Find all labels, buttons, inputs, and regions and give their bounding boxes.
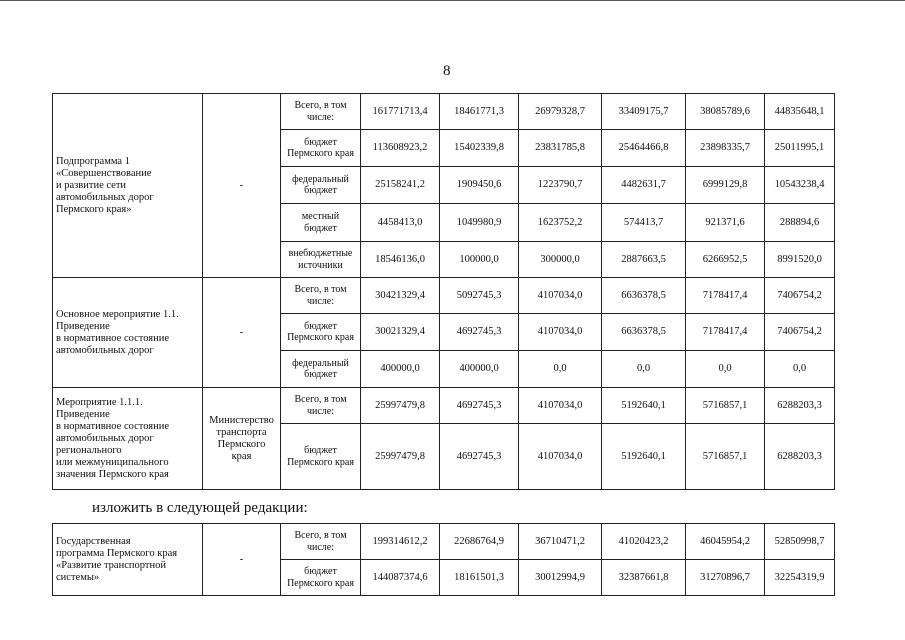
executor-cell: Министерство транспорта Пермского края <box>203 388 281 490</box>
amount-cell: 6999129,8 <box>686 167 765 204</box>
amount-cell: 18161501,3 <box>440 560 519 596</box>
amount-cell: 6288203,3 <box>765 388 835 424</box>
amount-cell: 30012994,9 <box>519 560 602 596</box>
amount-cell: 7406754,2 <box>765 314 835 351</box>
amount-cell: 161771713,4 <box>361 94 440 130</box>
amount-cell: 44835648,1 <box>765 94 835 130</box>
amount-cell: 4107034,0 <box>519 424 602 490</box>
amount-cell: 100000,0 <box>440 242 519 278</box>
amount-cell: 7406754,2 <box>765 278 835 314</box>
funding-source-cell: бюджет Пермского края <box>281 130 361 167</box>
amount-cell: 4107034,0 <box>519 278 602 314</box>
executor-cell: - <box>203 278 281 388</box>
amendment-intro-text: изложить в следующей редакции: <box>92 500 308 516</box>
amount-cell: 0,0 <box>765 351 835 388</box>
amount-cell: 22686764,9 <box>440 524 519 560</box>
amount-cell: 0,0 <box>602 351 686 388</box>
funding-source-cell: Всего, в том числе: <box>281 524 361 560</box>
amount-cell: 32387661,8 <box>602 560 686 596</box>
amount-cell: 6288203,3 <box>765 424 835 490</box>
table-row <box>53 278 835 314</box>
amount-cell: 113608923,2 <box>361 130 440 167</box>
amount-cell: 4692745,3 <box>440 388 519 424</box>
amount-cell: 400000,0 <box>361 351 440 388</box>
amount-cell: 4458413,0 <box>361 204 440 242</box>
funding-source-cell: бюджет Пермского края <box>281 560 361 596</box>
amount-cell: 6636378,5 <box>602 278 686 314</box>
amount-cell: 23831785,8 <box>519 130 602 167</box>
amount-cell: 5716857,1 <box>686 388 765 424</box>
funding-source-cell: бюджет Пермского края <box>281 424 361 490</box>
amount-cell: 30421329,4 <box>361 278 440 314</box>
table-row <box>53 524 835 560</box>
amount-cell: 10543238,4 <box>765 167 835 204</box>
amount-cell: 18461771,3 <box>440 94 519 130</box>
program-name-cell: Подпрограмма 1 «Совершенствование и развитие сети автомобильных дорог Пермского края» <box>53 94 203 278</box>
amount-cell: 144087374,6 <box>361 560 440 596</box>
amount-cell: 25997479,8 <box>361 424 440 490</box>
amount-cell: 31270896,7 <box>686 560 765 596</box>
amount-cell: 25464466,8 <box>602 130 686 167</box>
amount-cell: 36710471,2 <box>519 524 602 560</box>
executor-cell: - <box>203 94 281 278</box>
amount-cell: 1909450,6 <box>440 167 519 204</box>
funding-source-cell: Всего, в том числе: <box>281 388 361 424</box>
amount-cell: 1049980,9 <box>440 204 519 242</box>
amount-cell: 23898335,7 <box>686 130 765 167</box>
budget-table-current <box>52 93 835 490</box>
amount-cell: 4107034,0 <box>519 314 602 351</box>
amount-cell: 15402339,8 <box>440 130 519 167</box>
program-name-cell: Государственная программа Пермского края «Развитие транспортной системы» <box>53 524 203 596</box>
funding-source-cell: внебюджетные источники <box>281 242 361 278</box>
amount-cell: 33409175,7 <box>602 94 686 130</box>
scan-edge-line <box>0 0 905 1</box>
funding-source-cell: Всего, в том числе: <box>281 278 361 314</box>
amount-cell: 288894,6 <box>765 204 835 242</box>
amount-cell: 38085789,6 <box>686 94 765 130</box>
amount-cell: 6636378,5 <box>602 314 686 351</box>
amount-cell: 300000,0 <box>519 242 602 278</box>
amount-cell: 5192640,1 <box>602 388 686 424</box>
amount-cell: 18546136,0 <box>361 242 440 278</box>
amount-cell: 46045954,2 <box>686 524 765 560</box>
page-number: 8 <box>443 63 451 79</box>
funding-source-cell: бюджет Пермского края <box>281 314 361 351</box>
program-name-cell: Основное мероприятие 1.1. Приведение в нормативное состояние автомобильных дорог <box>53 278 203 388</box>
amount-cell: 30021329,4 <box>361 314 440 351</box>
funding-source-cell: местный бюджет <box>281 204 361 242</box>
amount-cell: 4107034,0 <box>519 388 602 424</box>
amount-cell: 52850998,7 <box>765 524 835 560</box>
amount-cell: 0,0 <box>686 351 765 388</box>
amount-cell: 1223790,7 <box>519 167 602 204</box>
amount-cell: 5192640,1 <box>602 424 686 490</box>
amount-cell: 25158241,2 <box>361 167 440 204</box>
budget-table-new-edition <box>52 523 835 596</box>
amount-cell: 574413,7 <box>602 204 686 242</box>
amount-cell: 25011995,1 <box>765 130 835 167</box>
amount-cell: 25997479,8 <box>361 388 440 424</box>
amount-cell: 0,0 <box>519 351 602 388</box>
table-row <box>53 388 835 424</box>
amount-cell: 5092745,3 <box>440 278 519 314</box>
amount-cell: 5716857,1 <box>686 424 765 490</box>
amount-cell: 4482631,7 <box>602 167 686 204</box>
amount-cell: 8991520,0 <box>765 242 835 278</box>
amount-cell: 921371,6 <box>686 204 765 242</box>
amount-cell: 7178417,4 <box>686 314 765 351</box>
program-name-cell: Мероприятие 1.1.1. Приведение в нормативное состояние автомобильных дорог регионального или межмуниципального значения Пермского края <box>53 388 203 490</box>
amount-cell: 1623752,2 <box>519 204 602 242</box>
amount-cell: 199314612,2 <box>361 524 440 560</box>
amount-cell: 26979328,7 <box>519 94 602 130</box>
amount-cell: 7178417,4 <box>686 278 765 314</box>
amount-cell: 400000,0 <box>440 351 519 388</box>
table-row <box>53 94 835 130</box>
amount-cell: 41020423,2 <box>602 524 686 560</box>
amount-cell: 2887663,5 <box>602 242 686 278</box>
executor-cell: - <box>203 524 281 596</box>
funding-source-cell: Всего, в том числе: <box>281 94 361 130</box>
funding-source-cell: федеральный бюджет <box>281 351 361 388</box>
amount-cell: 4692745,3 <box>440 424 519 490</box>
amount-cell: 4692745,3 <box>440 314 519 351</box>
amount-cell: 6266952,5 <box>686 242 765 278</box>
funding-source-cell: федеральный бюджет <box>281 167 361 204</box>
amount-cell: 32254319,9 <box>765 560 835 596</box>
